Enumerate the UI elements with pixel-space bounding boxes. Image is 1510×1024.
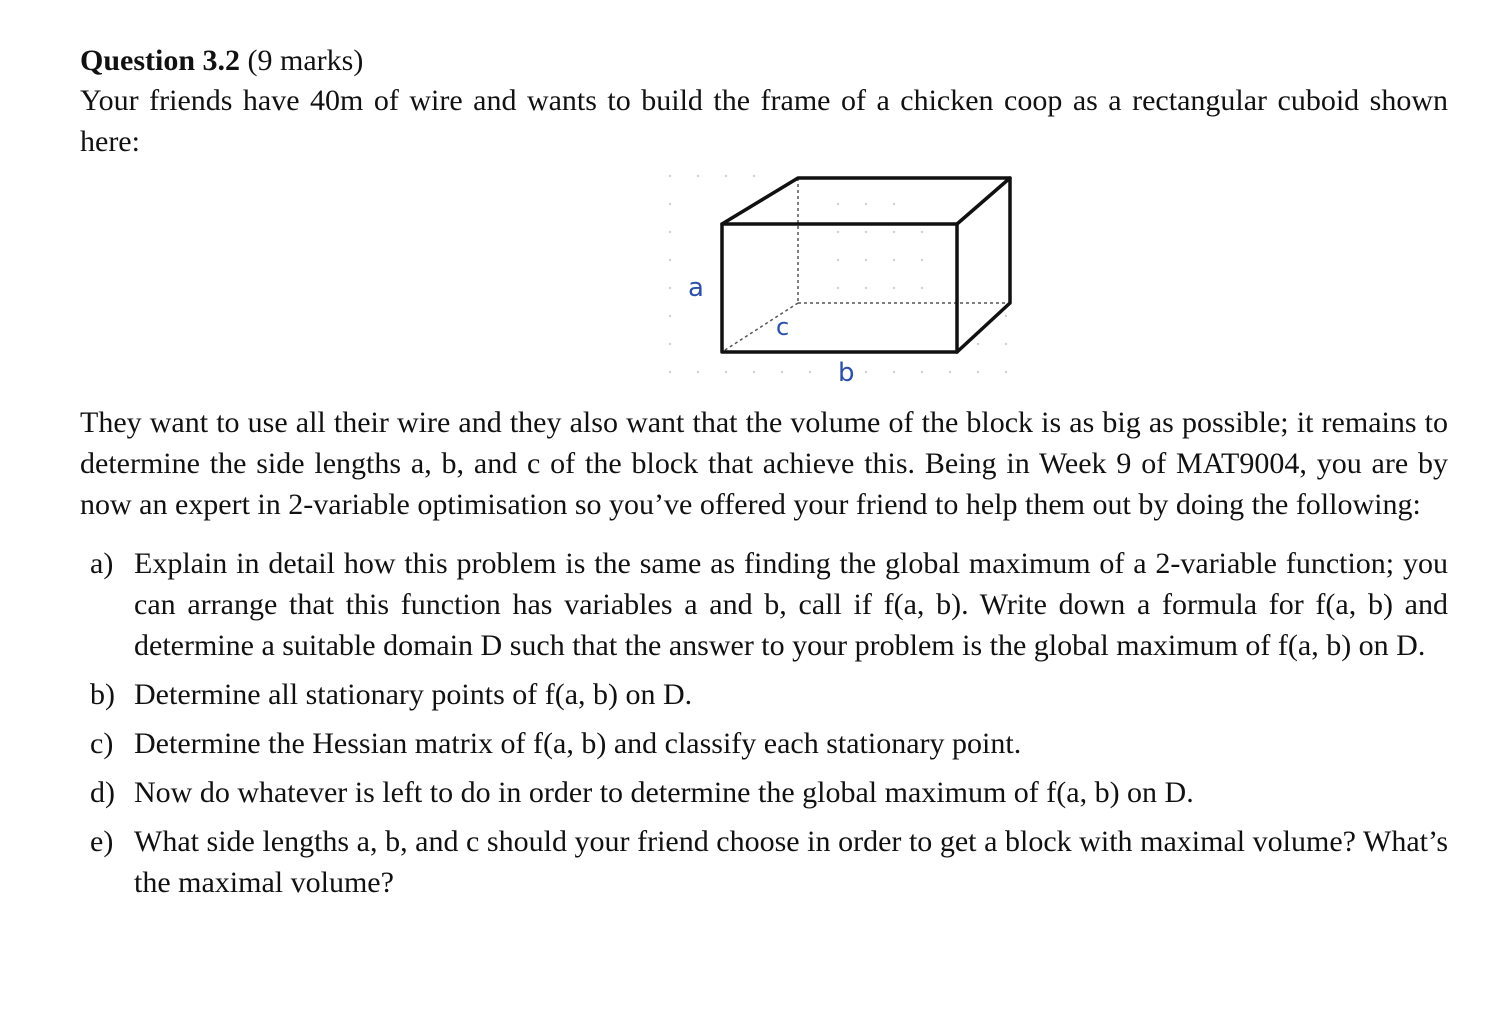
label-c: c [776,313,790,341]
part-label: c) [90,727,114,760]
part-text: Determine all stationary points of f(a, b) on D. [134,678,693,711]
cuboid-diagram [580,168,1040,386]
list-item [80,723,1448,764]
part-label: a) [90,547,114,580]
parts-list [80,543,1448,903]
list-item [80,821,1448,903]
part-label: e) [90,825,114,858]
right-face [957,178,1010,352]
part-label: b) [90,678,115,711]
part-text: Determine the Hessian matrix of f(a, b) and classify each stationary point. [134,727,1022,760]
list-item [80,674,1448,715]
question-marks: (9 marks) [247,44,364,77]
intro-paragraph: Your friends have 40m of wire and wants to build the frame of a chicken coop as a rectangular cuboid shown here: [80,84,1448,158]
question-page [80,42,1448,911]
part-text: Explain in detail how this problem is the same as finding the global maximum of a 2-variable function; you can arrange that this function has variables a and b, call if f(a, b). Write down a formula for f(a, b) and determine a suitable domain D such that the answer to your problem is the global maximum of f(a, b) on D. [134,547,1448,662]
question-heading [80,42,1448,80]
top-face [722,178,1010,224]
question-title: Question 3.2 [80,44,241,77]
part-text: Now do whatever is left to do in order to determine the global maximum of f(a, b) on D. [134,776,1194,809]
list-item [80,772,1448,813]
cuboid-figure [80,168,1448,386]
list-item [80,543,1448,666]
label-b: b [838,358,855,386]
label-a: a [688,273,704,303]
part-text: What side lengths a, b, and c should your friend choose in order to get a block with maximal volume? What’s the maximal volume? [134,825,1448,899]
part-label: d) [90,776,115,809]
body-paragraph: They want to use all their wire and they also want that the volume of the block is as big as possible; it remains to determine the side lengths a, b, and c of the block that achieve this. Being in Week 9 of MAT9004, you are by now an expert in 2-variable optimisation so you’ve offered your friend to help them out by doing the following: [80,406,1448,521]
